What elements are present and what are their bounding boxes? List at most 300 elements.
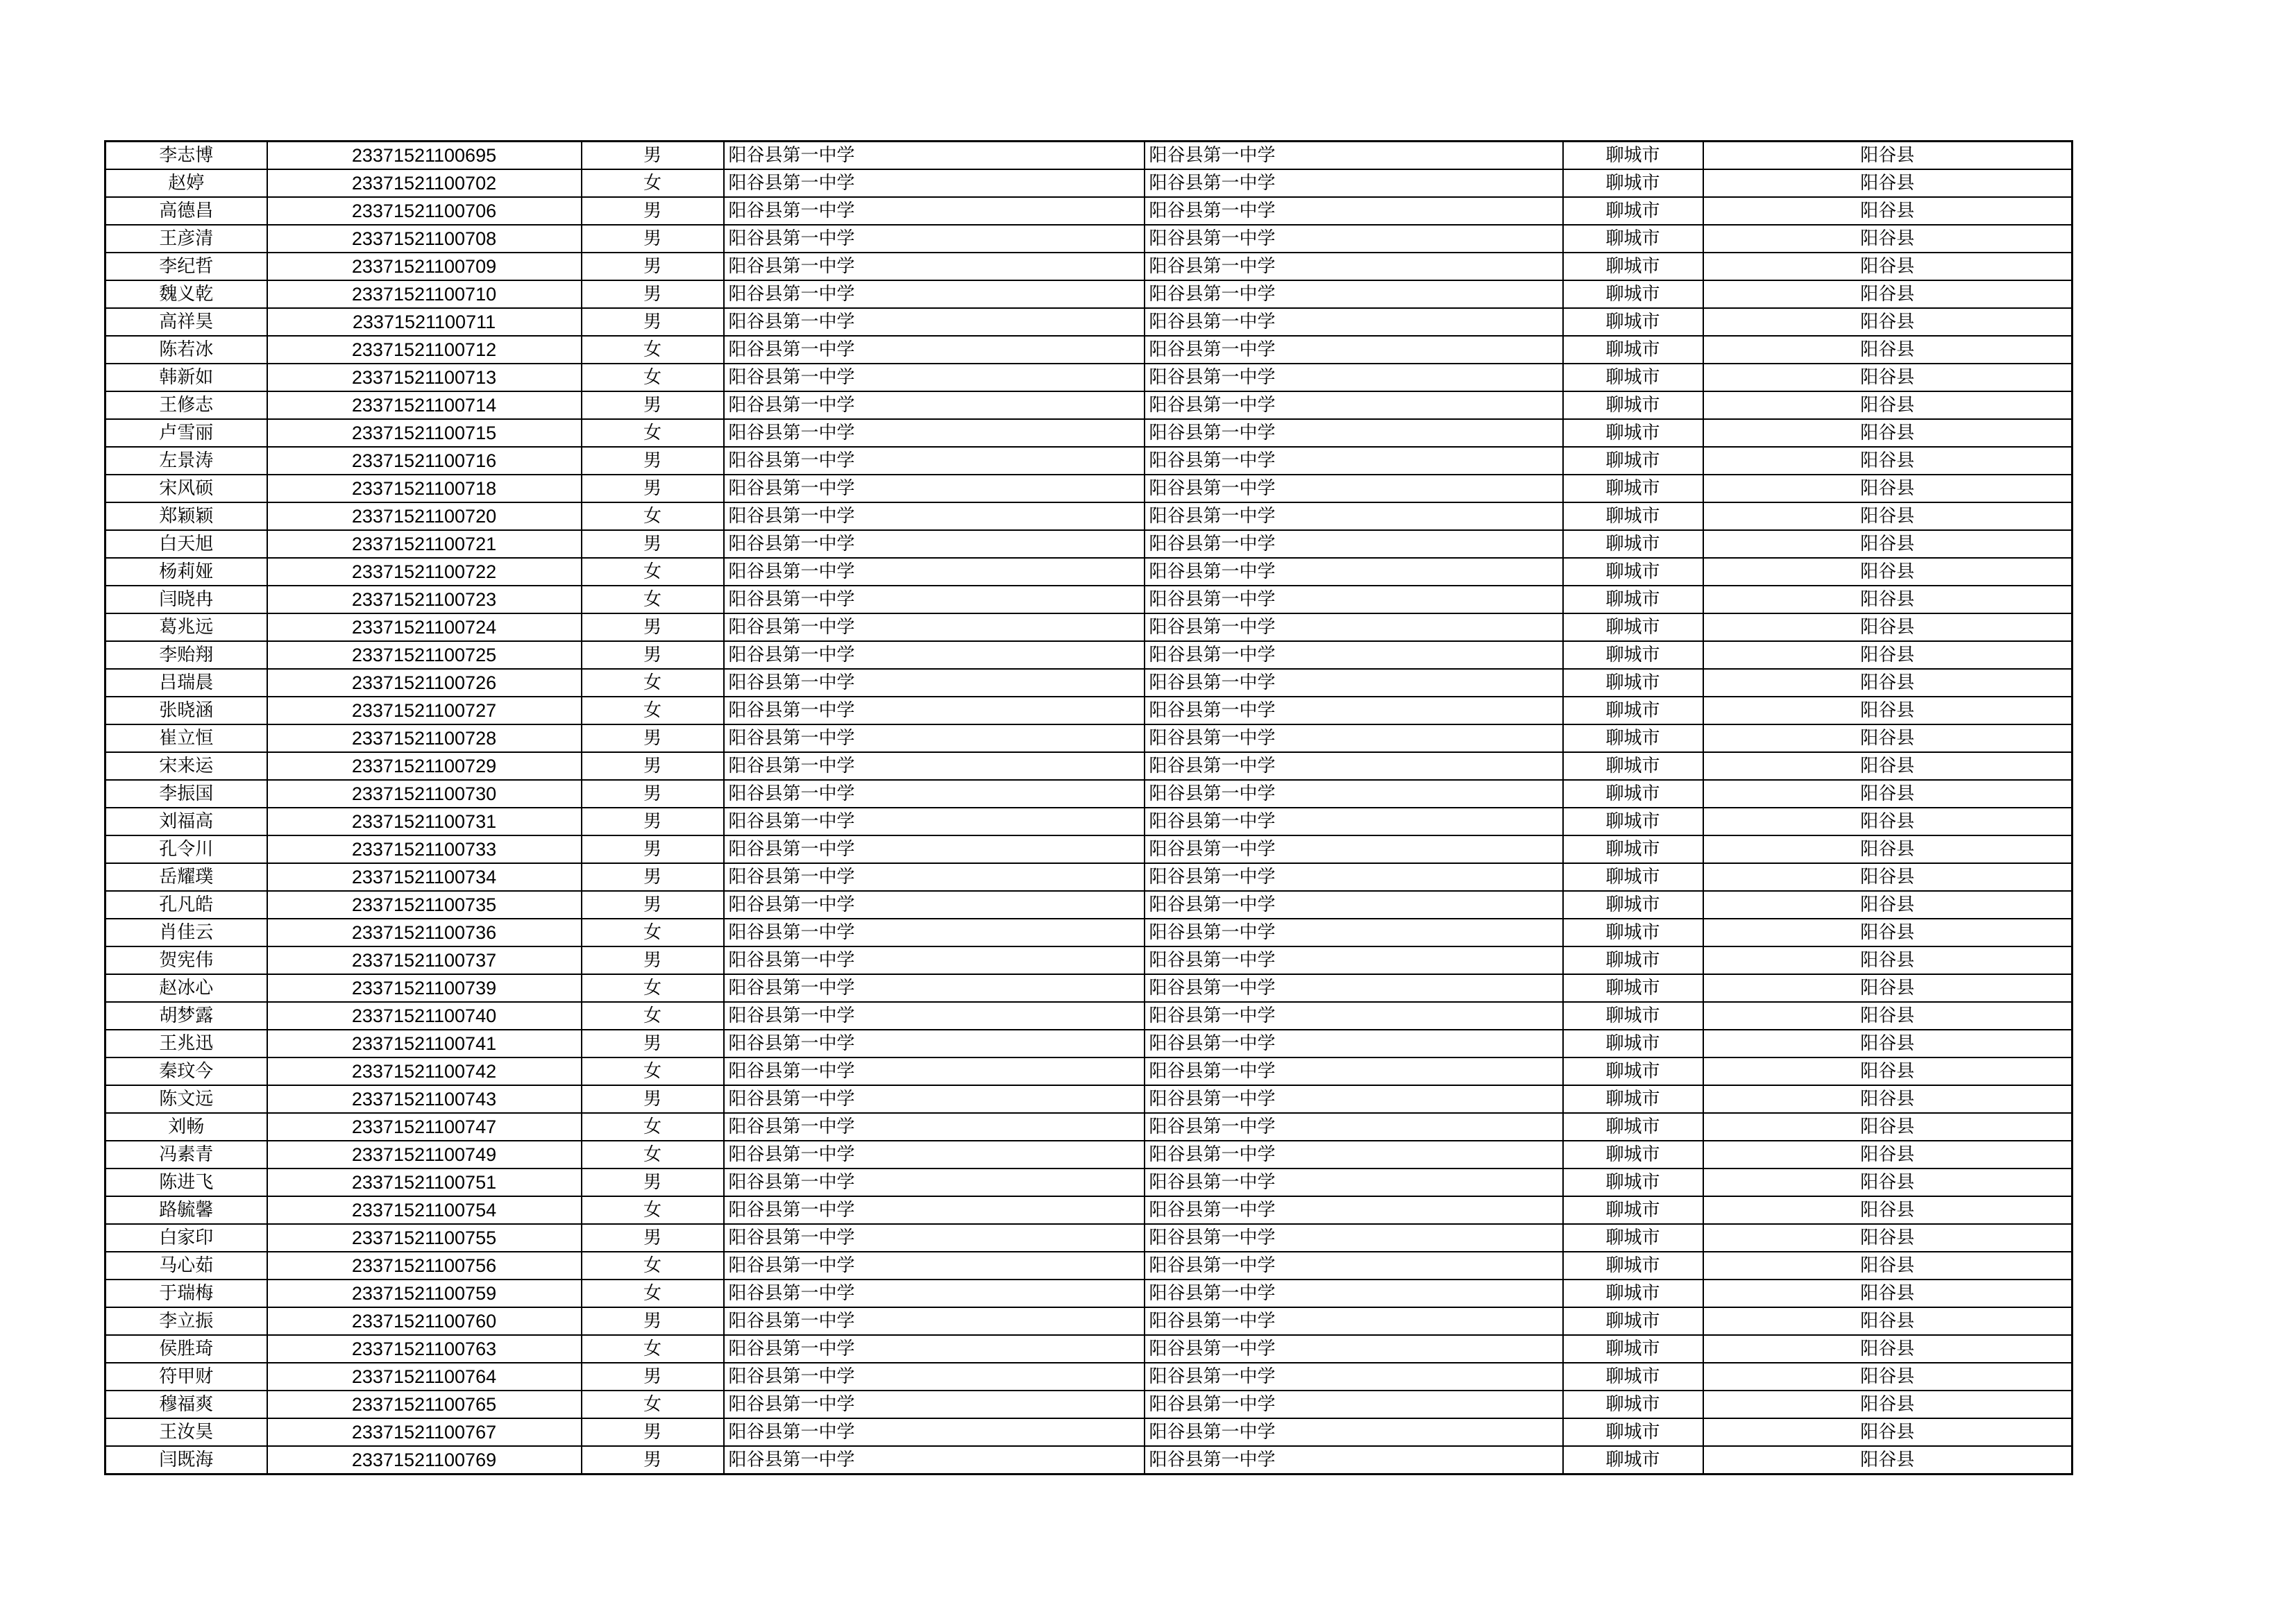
graduation-school-cell: 阳谷县第一中学 xyxy=(724,1335,1145,1363)
registration-school-cell: 阳谷县第一中学 xyxy=(1145,1141,1563,1169)
city-cell: 聊城市 xyxy=(1563,419,1703,447)
exam-number-cell: 23371521100769 xyxy=(267,1446,582,1475)
registration-school-cell: 阳谷县第一中学 xyxy=(1145,1030,1563,1057)
gender-cell: 男 xyxy=(582,613,724,641)
county-cell: 阳谷县 xyxy=(1703,586,2073,613)
registration-school-cell: 阳谷县第一中学 xyxy=(1145,1446,1563,1475)
county-cell: 阳谷县 xyxy=(1703,558,2073,586)
city-cell: 聊城市 xyxy=(1563,1085,1703,1113)
city-cell: 聊城市 xyxy=(1563,808,1703,835)
county-cell: 阳谷县 xyxy=(1703,919,2073,946)
gender-cell: 女 xyxy=(582,1113,724,1141)
student-name-cell: 孔令川 xyxy=(105,835,267,863)
registration-school-cell: 阳谷县第一中学 xyxy=(1145,530,1563,558)
student-name-cell: 刘福高 xyxy=(105,808,267,835)
registration-school-cell: 阳谷县第一中学 xyxy=(1145,197,1563,225)
gender-cell: 男 xyxy=(582,1085,724,1113)
exam-number-cell: 23371521100754 xyxy=(267,1196,582,1224)
student-name-cell: 岳耀璞 xyxy=(105,863,267,891)
graduation-school-cell: 阳谷县第一中学 xyxy=(724,891,1145,919)
county-cell: 阳谷县 xyxy=(1703,863,2073,891)
city-cell: 聊城市 xyxy=(1563,1252,1703,1280)
graduation-school-cell: 阳谷县第一中学 xyxy=(724,1224,1145,1252)
city-cell: 聊城市 xyxy=(1563,1030,1703,1057)
exam-number-cell: 23371521100714 xyxy=(267,391,582,419)
registration-school-cell: 阳谷县第一中学 xyxy=(1145,1113,1563,1141)
exam-number-cell: 23371521100749 xyxy=(267,1141,582,1169)
exam-number-cell: 23371521100735 xyxy=(267,891,582,919)
gender-cell: 男 xyxy=(582,197,724,225)
exam-number-cell: 23371521100751 xyxy=(267,1169,582,1196)
gender-cell: 女 xyxy=(582,1196,724,1224)
gender-cell: 女 xyxy=(582,974,724,1002)
registration-school-cell: 阳谷县第一中学 xyxy=(1145,1224,1563,1252)
graduation-school-cell: 阳谷县第一中学 xyxy=(724,1113,1145,1141)
gender-cell: 女 xyxy=(582,1252,724,1280)
table-row xyxy=(105,1391,2073,1418)
graduation-school-cell: 阳谷县第一中学 xyxy=(724,1196,1145,1224)
registration-school-cell: 阳谷县第一中学 xyxy=(1145,1335,1563,1363)
student-name-cell: 杨莉娅 xyxy=(105,558,267,586)
student-name-cell: 秦玟今 xyxy=(105,1057,267,1085)
county-cell: 阳谷县 xyxy=(1703,835,2073,863)
gender-cell: 女 xyxy=(582,1335,724,1363)
city-cell: 聊城市 xyxy=(1563,280,1703,308)
registration-school-cell: 阳谷县第一中学 xyxy=(1145,280,1563,308)
registration-school-cell: 阳谷县第一中学 xyxy=(1145,641,1563,669)
city-cell: 聊城市 xyxy=(1563,1113,1703,1141)
table-row xyxy=(105,419,2073,447)
graduation-school-cell: 阳谷县第一中学 xyxy=(724,475,1145,502)
county-cell: 阳谷县 xyxy=(1703,142,2073,170)
student-name-cell: 左景涛 xyxy=(105,447,267,475)
registration-school-cell: 阳谷县第一中学 xyxy=(1145,586,1563,613)
city-cell: 聊城市 xyxy=(1563,1418,1703,1446)
table-row xyxy=(105,808,2073,835)
registration-school-cell: 阳谷县第一中学 xyxy=(1145,697,1563,724)
student-name-cell: 李志博 xyxy=(105,142,267,170)
city-cell: 聊城市 xyxy=(1563,641,1703,669)
county-cell: 阳谷县 xyxy=(1703,669,2073,697)
table-row xyxy=(105,697,2073,724)
county-cell: 阳谷县 xyxy=(1703,280,2073,308)
gender-cell: 男 xyxy=(582,280,724,308)
table-row xyxy=(105,336,2073,364)
student-name-cell: 吕瑞晨 xyxy=(105,669,267,697)
city-cell: 聊城市 xyxy=(1563,336,1703,364)
city-cell: 聊城市 xyxy=(1563,502,1703,530)
student-name-cell: 路毓馨 xyxy=(105,1196,267,1224)
table-row xyxy=(105,724,2073,752)
graduation-school-cell: 阳谷县第一中学 xyxy=(724,1252,1145,1280)
graduation-school-cell: 阳谷县第一中学 xyxy=(724,197,1145,225)
student-name-cell: 李贻翔 xyxy=(105,641,267,669)
student-name-cell: 高德昌 xyxy=(105,197,267,225)
student-name-cell: 王汝昊 xyxy=(105,1418,267,1446)
exam-number-cell: 23371521100736 xyxy=(267,919,582,946)
student-name-cell: 王兆迅 xyxy=(105,1030,267,1057)
county-cell: 阳谷县 xyxy=(1703,974,2073,1002)
table-row xyxy=(105,1224,2073,1252)
city-cell: 聊城市 xyxy=(1563,1335,1703,1363)
student-name-cell: 孔凡皓 xyxy=(105,891,267,919)
county-cell: 阳谷县 xyxy=(1703,447,2073,475)
student-name-cell: 陈文远 xyxy=(105,1085,267,1113)
table-row xyxy=(105,1085,2073,1113)
gender-cell: 男 xyxy=(582,1169,724,1196)
registration-school-cell: 阳谷县第一中学 xyxy=(1145,502,1563,530)
gender-cell: 女 xyxy=(582,919,724,946)
student-name-cell: 高祥昊 xyxy=(105,308,267,336)
registration-school-cell: 阳谷县第一中学 xyxy=(1145,613,1563,641)
exam-number-cell: 23371521100718 xyxy=(267,475,582,502)
roster-body xyxy=(105,142,2073,1475)
gender-cell: 男 xyxy=(582,1307,724,1335)
gender-cell: 女 xyxy=(582,336,724,364)
exam-number-cell: 23371521100729 xyxy=(267,752,582,780)
exam-number-cell: 23371521100755 xyxy=(267,1224,582,1252)
table-row xyxy=(105,558,2073,586)
table-row xyxy=(105,1307,2073,1335)
table-row xyxy=(105,475,2073,502)
county-cell: 阳谷县 xyxy=(1703,891,2073,919)
graduation-school-cell: 阳谷县第一中学 xyxy=(724,1418,1145,1446)
city-cell: 聊城市 xyxy=(1563,752,1703,780)
table-row xyxy=(105,169,2073,197)
exam-number-cell: 23371521100708 xyxy=(267,225,582,253)
county-cell: 阳谷县 xyxy=(1703,391,2073,419)
student-name-cell: 马心茹 xyxy=(105,1252,267,1280)
graduation-school-cell: 阳谷县第一中学 xyxy=(724,1363,1145,1391)
table-row xyxy=(105,530,2073,558)
exam-number-cell: 23371521100706 xyxy=(267,197,582,225)
table-row xyxy=(105,197,2073,225)
gender-cell: 男 xyxy=(582,142,724,170)
county-cell: 阳谷县 xyxy=(1703,1418,2073,1446)
gender-cell: 女 xyxy=(582,1391,724,1418)
city-cell: 聊城市 xyxy=(1563,613,1703,641)
exam-number-cell: 23371521100702 xyxy=(267,169,582,197)
registration-school-cell: 阳谷县第一中学 xyxy=(1145,253,1563,280)
gender-cell: 男 xyxy=(582,1030,724,1057)
student-name-cell: 于瑞梅 xyxy=(105,1280,267,1307)
registration-school-cell: 阳谷县第一中学 xyxy=(1145,1307,1563,1335)
county-cell: 阳谷县 xyxy=(1703,1030,2073,1057)
county-cell: 阳谷县 xyxy=(1703,1446,2073,1475)
graduation-school-cell: 阳谷县第一中学 xyxy=(724,530,1145,558)
student-name-cell: 赵冰心 xyxy=(105,974,267,1002)
exam-number-cell: 23371521100720 xyxy=(267,502,582,530)
registration-school-cell: 阳谷县第一中学 xyxy=(1145,752,1563,780)
student-name-cell: 崔立恒 xyxy=(105,724,267,752)
city-cell: 聊城市 xyxy=(1563,1002,1703,1030)
exam-number-cell: 23371521100767 xyxy=(267,1418,582,1446)
city-cell: 聊城市 xyxy=(1563,197,1703,225)
city-cell: 聊城市 xyxy=(1563,253,1703,280)
graduation-school-cell: 阳谷县第一中学 xyxy=(724,280,1145,308)
gender-cell: 女 xyxy=(582,1141,724,1169)
registration-school-cell: 阳谷县第一中学 xyxy=(1145,475,1563,502)
city-cell: 聊城市 xyxy=(1563,1307,1703,1335)
graduation-school-cell: 阳谷县第一中学 xyxy=(724,391,1145,419)
city-cell: 聊城市 xyxy=(1563,1169,1703,1196)
table-row xyxy=(105,863,2073,891)
county-cell: 阳谷县 xyxy=(1703,1141,2073,1169)
gender-cell: 女 xyxy=(582,1057,724,1085)
exam-number-cell: 23371521100713 xyxy=(267,364,582,391)
table-row xyxy=(105,1446,2073,1475)
city-cell: 聊城市 xyxy=(1563,364,1703,391)
table-row xyxy=(105,280,2073,308)
gender-cell: 男 xyxy=(582,780,724,808)
table-row xyxy=(105,391,2073,419)
gender-cell: 男 xyxy=(582,530,724,558)
exam-number-cell: 23371521100727 xyxy=(267,697,582,724)
gender-cell: 女 xyxy=(582,586,724,613)
registration-school-cell: 阳谷县第一中学 xyxy=(1145,835,1563,863)
student-name-cell: 李振国 xyxy=(105,780,267,808)
graduation-school-cell: 阳谷县第一中学 xyxy=(724,1391,1145,1418)
city-cell: 聊城市 xyxy=(1563,669,1703,697)
table-row xyxy=(105,1363,2073,1391)
exam-number-cell: 23371521100716 xyxy=(267,447,582,475)
registration-school-cell: 阳谷县第一中学 xyxy=(1145,669,1563,697)
graduation-school-cell: 阳谷县第一中学 xyxy=(724,336,1145,364)
gender-cell: 男 xyxy=(582,891,724,919)
city-cell: 聊城市 xyxy=(1563,475,1703,502)
county-cell: 阳谷县 xyxy=(1703,1391,2073,1418)
student-name-cell: 刘畅 xyxy=(105,1113,267,1141)
exam-number-cell: 23371521100723 xyxy=(267,586,582,613)
county-cell: 阳谷县 xyxy=(1703,1335,2073,1363)
city-cell: 聊城市 xyxy=(1563,530,1703,558)
city-cell: 聊城市 xyxy=(1563,586,1703,613)
county-cell: 阳谷县 xyxy=(1703,336,2073,364)
graduation-school-cell: 阳谷县第一中学 xyxy=(724,169,1145,197)
registration-school-cell: 阳谷县第一中学 xyxy=(1145,724,1563,752)
registration-school-cell: 阳谷县第一中学 xyxy=(1145,391,1563,419)
county-cell: 阳谷县 xyxy=(1703,308,2073,336)
table-row xyxy=(105,1057,2073,1085)
table-row xyxy=(105,1169,2073,1196)
student-name-cell: 魏义乾 xyxy=(105,280,267,308)
student-name-cell: 王彦清 xyxy=(105,225,267,253)
county-cell: 阳谷县 xyxy=(1703,641,2073,669)
table-row xyxy=(105,142,2073,170)
registration-school-cell: 阳谷县第一中学 xyxy=(1145,780,1563,808)
exam-number-cell: 23371521100756 xyxy=(267,1252,582,1280)
table-row xyxy=(105,1418,2073,1446)
student-name-cell: 侯胜琦 xyxy=(105,1335,267,1363)
registration-school-cell: 阳谷县第一中学 xyxy=(1145,308,1563,336)
gender-cell: 女 xyxy=(582,502,724,530)
exam-number-cell: 23371521100760 xyxy=(267,1307,582,1335)
table-row xyxy=(105,1335,2073,1363)
exam-number-cell: 23371521100734 xyxy=(267,863,582,891)
county-cell: 阳谷县 xyxy=(1703,364,2073,391)
county-cell: 阳谷县 xyxy=(1703,1057,2073,1085)
registration-school-cell: 阳谷县第一中学 xyxy=(1145,1252,1563,1280)
city-cell: 聊城市 xyxy=(1563,974,1703,1002)
county-cell: 阳谷县 xyxy=(1703,1169,2073,1196)
city-cell: 聊城市 xyxy=(1563,225,1703,253)
student-name-cell: 卢雪丽 xyxy=(105,419,267,447)
exam-number-cell: 23371521100765 xyxy=(267,1391,582,1418)
county-cell: 阳谷县 xyxy=(1703,613,2073,641)
gender-cell: 女 xyxy=(582,1002,724,1030)
registration-school-cell: 阳谷县第一中学 xyxy=(1145,1196,1563,1224)
student-name-cell: 陈进飞 xyxy=(105,1169,267,1196)
table-row xyxy=(105,364,2073,391)
city-cell: 聊城市 xyxy=(1563,1057,1703,1085)
county-cell: 阳谷县 xyxy=(1703,502,2073,530)
county-cell: 阳谷县 xyxy=(1703,253,2073,280)
graduation-school-cell: 阳谷县第一中学 xyxy=(724,308,1145,336)
graduation-school-cell: 阳谷县第一中学 xyxy=(724,1446,1145,1475)
city-cell: 聊城市 xyxy=(1563,724,1703,752)
student-name-cell: 葛兆远 xyxy=(105,613,267,641)
county-cell: 阳谷县 xyxy=(1703,1252,2073,1280)
county-cell: 阳谷县 xyxy=(1703,1002,2073,1030)
city-cell: 聊城市 xyxy=(1563,169,1703,197)
graduation-school-cell: 阳谷县第一中学 xyxy=(724,697,1145,724)
registration-school-cell: 阳谷县第一中学 xyxy=(1145,891,1563,919)
county-cell: 阳谷县 xyxy=(1703,169,2073,197)
gender-cell: 女 xyxy=(582,1280,724,1307)
exam-number-cell: 23371521100759 xyxy=(267,1280,582,1307)
table-row xyxy=(105,752,2073,780)
exam-number-cell: 23371521100764 xyxy=(267,1363,582,1391)
graduation-school-cell: 阳谷县第一中学 xyxy=(724,1141,1145,1169)
exam-number-cell: 23371521100726 xyxy=(267,669,582,697)
gender-cell: 女 xyxy=(582,419,724,447)
registration-school-cell: 阳谷县第一中学 xyxy=(1145,1057,1563,1085)
student-name-cell: 白天旭 xyxy=(105,530,267,558)
graduation-school-cell: 阳谷县第一中学 xyxy=(724,419,1145,447)
registration-school-cell: 阳谷县第一中学 xyxy=(1145,142,1563,170)
city-cell: 聊城市 xyxy=(1563,863,1703,891)
county-cell: 阳谷县 xyxy=(1703,780,2073,808)
graduation-school-cell: 阳谷县第一中学 xyxy=(724,1030,1145,1057)
table-row xyxy=(105,502,2073,530)
exam-number-cell: 23371521100711 xyxy=(267,308,582,336)
gender-cell: 女 xyxy=(582,669,724,697)
exam-number-cell: 23371521100722 xyxy=(267,558,582,586)
city-cell: 聊城市 xyxy=(1563,1280,1703,1307)
student-name-cell: 闫晓冉 xyxy=(105,586,267,613)
gender-cell: 男 xyxy=(582,225,724,253)
table-row xyxy=(105,1030,2073,1057)
city-cell: 聊城市 xyxy=(1563,1224,1703,1252)
student-name-cell: 张晓涵 xyxy=(105,697,267,724)
county-cell: 阳谷县 xyxy=(1703,808,2073,835)
graduation-school-cell: 阳谷县第一中学 xyxy=(724,364,1145,391)
exam-number-cell: 23371521100740 xyxy=(267,1002,582,1030)
exam-number-cell: 23371521100737 xyxy=(267,946,582,974)
table-row xyxy=(105,780,2073,808)
table-row xyxy=(105,974,2073,1002)
registration-school-cell: 阳谷县第一中学 xyxy=(1145,1280,1563,1307)
exam-number-cell: 23371521100721 xyxy=(267,530,582,558)
gender-cell: 男 xyxy=(582,1418,724,1446)
student-name-cell: 赵婷 xyxy=(105,169,267,197)
table-row xyxy=(105,669,2073,697)
graduation-school-cell: 阳谷县第一中学 xyxy=(724,919,1145,946)
registration-school-cell: 阳谷县第一中学 xyxy=(1145,558,1563,586)
gender-cell: 男 xyxy=(582,946,724,974)
graduation-school-cell: 阳谷县第一中学 xyxy=(724,669,1145,697)
exam-number-cell: 23371521100731 xyxy=(267,808,582,835)
gender-cell: 男 xyxy=(582,447,724,475)
table-row xyxy=(105,613,2073,641)
exam-number-cell: 23371521100715 xyxy=(267,419,582,447)
county-cell: 阳谷县 xyxy=(1703,1363,2073,1391)
registration-school-cell: 阳谷县第一中学 xyxy=(1145,919,1563,946)
exam-number-cell: 23371521100742 xyxy=(267,1057,582,1085)
county-cell: 阳谷县 xyxy=(1703,752,2073,780)
graduation-school-cell: 阳谷县第一中学 xyxy=(724,225,1145,253)
graduation-school-cell: 阳谷县第一中学 xyxy=(724,447,1145,475)
city-cell: 聊城市 xyxy=(1563,308,1703,336)
graduation-school-cell: 阳谷县第一中学 xyxy=(724,1280,1145,1307)
graduation-school-cell: 阳谷县第一中学 xyxy=(724,835,1145,863)
student-name-cell: 符甲财 xyxy=(105,1363,267,1391)
exam-number-cell: 23371521100741 xyxy=(267,1030,582,1057)
graduation-school-cell: 阳谷县第一中学 xyxy=(724,613,1145,641)
graduation-school-cell: 阳谷县第一中学 xyxy=(724,752,1145,780)
student-roster-table xyxy=(104,140,2073,1475)
graduation-school-cell: 阳谷县第一中学 xyxy=(724,142,1145,170)
table-row xyxy=(105,1280,2073,1307)
table-row xyxy=(105,225,2073,253)
table-row xyxy=(105,1113,2073,1141)
registration-school-cell: 阳谷县第一中学 xyxy=(1145,1391,1563,1418)
table-row xyxy=(105,1252,2073,1280)
registration-school-cell: 阳谷县第一中学 xyxy=(1145,1169,1563,1196)
student-name-cell: 胡梦露 xyxy=(105,1002,267,1030)
registration-school-cell: 阳谷县第一中学 xyxy=(1145,808,1563,835)
city-cell: 聊城市 xyxy=(1563,1446,1703,1475)
table-row xyxy=(105,1141,2073,1169)
student-name-cell: 宋风硕 xyxy=(105,475,267,502)
gender-cell: 男 xyxy=(582,641,724,669)
registration-school-cell: 阳谷县第一中学 xyxy=(1145,974,1563,1002)
county-cell: 阳谷县 xyxy=(1703,530,2073,558)
city-cell: 聊城市 xyxy=(1563,391,1703,419)
table-row xyxy=(105,946,2073,974)
county-cell: 阳谷县 xyxy=(1703,197,2073,225)
table-row xyxy=(105,641,2073,669)
exam-number-cell: 23371521100712 xyxy=(267,336,582,364)
gender-cell: 男 xyxy=(582,475,724,502)
county-cell: 阳谷县 xyxy=(1703,1224,2073,1252)
graduation-school-cell: 阳谷县第一中学 xyxy=(724,558,1145,586)
city-cell: 聊城市 xyxy=(1563,919,1703,946)
city-cell: 聊城市 xyxy=(1563,1391,1703,1418)
city-cell: 聊城市 xyxy=(1563,780,1703,808)
gender-cell: 男 xyxy=(582,724,724,752)
county-cell: 阳谷县 xyxy=(1703,1307,2073,1335)
graduation-school-cell: 阳谷县第一中学 xyxy=(724,1169,1145,1196)
county-cell: 阳谷县 xyxy=(1703,1085,2073,1113)
exam-number-cell: 23371521100725 xyxy=(267,641,582,669)
table-row xyxy=(105,891,2073,919)
graduation-school-cell: 阳谷县第一中学 xyxy=(724,863,1145,891)
city-cell: 聊城市 xyxy=(1563,1196,1703,1224)
gender-cell: 男 xyxy=(582,253,724,280)
student-name-cell: 王修志 xyxy=(105,391,267,419)
student-name-cell: 穆福爽 xyxy=(105,1391,267,1418)
